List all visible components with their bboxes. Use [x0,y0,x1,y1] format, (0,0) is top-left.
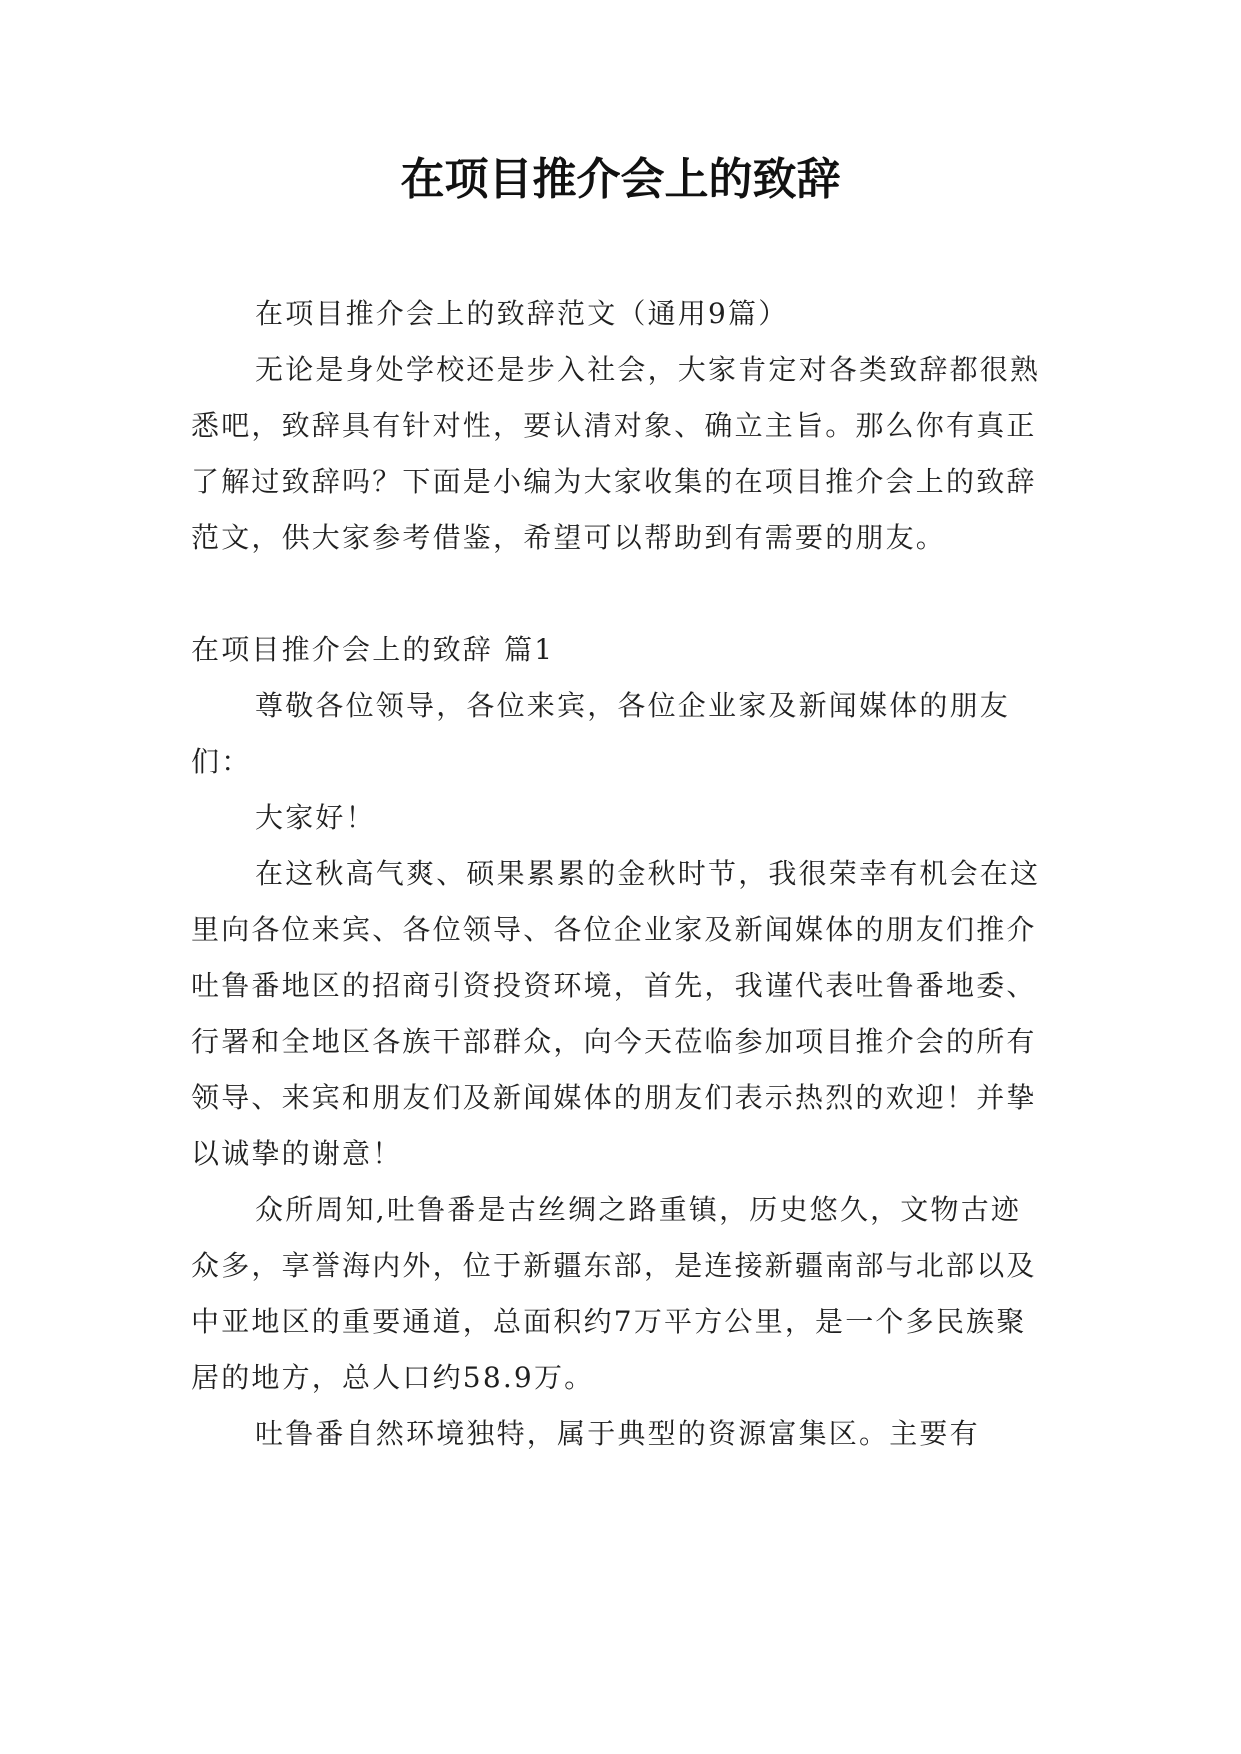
document-body [191,286,1051,1462]
paragraph-resources: 吐鲁番自然环境独特，属于典型的资源富集区。主要有 [255,1417,980,1450]
document-title: 在项目推介会上的致辞 [400,154,841,205]
section-spacer [191,566,1051,622]
paragraph-salutation: 尊敬各位领导，各位来宾，各位企业家及新闻媒体的朋友们： [191,689,1011,778]
intro-paragraph: 无论是身处学校还是步入社会，大家肯定对各类致辞都很熟悉吧，致辞具有针对性，要认清对象、确立主旨。那么你有真正了解过致辞吗？下面是小编为大家收集的在项目推介会上的致辞范文，供大家参考借鉴，希望可以帮助到有需要的朋友。 [191,353,1041,554]
section-heading: 在项目推介会上的致辞 篇1 [191,633,555,666]
document-subtitle: 在项目推介会上的致辞范文（通用9篇） [255,297,789,330]
paragraph-greeting: 大家好！ [255,801,376,834]
paragraph-welcome: 在这秋高气爽、硕果累累的金秋时节，我很荣幸有机会在这里向各位来宾、各位领导、各位企业家及新闻媒体的朋友们推介吐鲁番地区的招商引资投资环境，首先，我谨代表吐鲁番地委、行署和全地区各族干部群众，向今天莅临参加项目推介会的所有领导、来宾和朋友们及新闻媒体的朋友们表示热烈的欢迎！并挚以诚挚的谢意！ [191,857,1041,1170]
paragraph-history: 众所周知,吐鲁番是古丝绸之路重镇，历史悠久，文物古迹众多，享誉海内外，位于新疆东部，是连接新疆南部与北部以及中亚地区的重要通道，总面积约7万平方公里，是一个多民族聚居的地方，总人口约58.9万。 [191,1193,1037,1394]
